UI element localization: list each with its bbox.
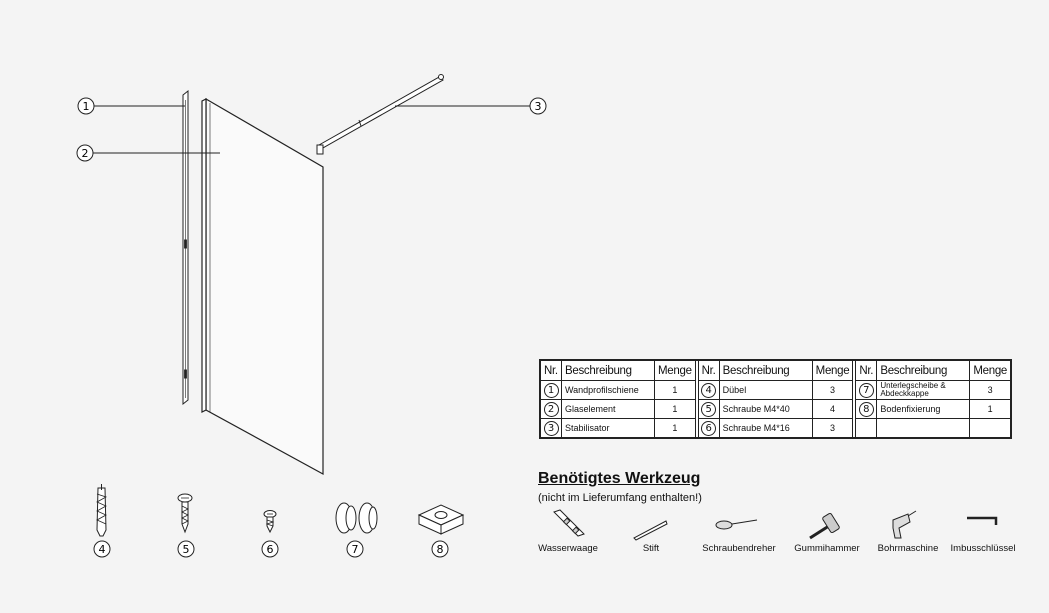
part-num-5 <box>178 541 194 557</box>
header-desc: Beschreibung <box>877 360 970 381</box>
tools-subtitle: (nicht im Lieferumfang enthalten!) <box>538 492 702 504</box>
callout-num: 1 <box>82 100 90 113</box>
part-number: 4 <box>701 383 716 398</box>
parts-table-header <box>540 360 1011 381</box>
header-nr: Nr. <box>698 360 719 381</box>
part-qty: 3 <box>812 381 853 400</box>
screw-long-icon <box>178 494 192 532</box>
tool-label-spirit-level: Wasserwaage <box>538 543 598 554</box>
header-qty: Menge <box>655 360 696 381</box>
header-qty: Menge <box>970 360 1011 381</box>
allen-key-icon <box>967 518 996 525</box>
header-desc: Beschreibung <box>719 360 812 381</box>
wall-profile-rail <box>183 91 188 404</box>
part-num-4 <box>94 541 110 557</box>
part-desc: Stabilisator <box>562 419 655 439</box>
part-qty: 1 <box>655 381 696 400</box>
callout-num: 3 <box>534 100 542 113</box>
stabilizer-bar <box>317 75 444 155</box>
glass-panel <box>202 99 323 474</box>
part-number: 7 <box>859 383 874 398</box>
tool-label-allen-key: Imbusschlüssel <box>950 543 1016 554</box>
rubber-mallet-icon <box>810 513 840 538</box>
part-num-8 <box>432 541 448 557</box>
tool-label-screwdriver: Schraubendreher <box>702 543 776 554</box>
tools-title: Benötigtes Werkzeug <box>538 470 701 487</box>
tool-label-drill: Bohrmaschine <box>877 543 939 554</box>
header-qty: Menge <box>812 360 853 381</box>
part-number: 8 <box>859 402 874 417</box>
tool-label-pencil: Stift <box>642 543 660 554</box>
header-nr: Nr. <box>856 360 877 381</box>
floor-clamp-icon <box>419 505 463 534</box>
part-qty: 3 <box>970 381 1011 400</box>
svg-text:7: 7 <box>351 543 359 556</box>
screwdriver-icon <box>716 520 757 529</box>
callout-3 <box>530 98 546 114</box>
empty-cell <box>877 419 970 439</box>
part-desc: Wandprofilschiene <box>562 381 655 400</box>
part-num-6 <box>262 541 278 557</box>
part-qty: 3 <box>812 419 853 439</box>
spirit-level-icon <box>554 510 584 536</box>
svg-text:4: 4 <box>98 543 106 556</box>
part-desc: Schraube M4*16 <box>719 419 812 439</box>
part-number: 2 <box>544 402 559 417</box>
table-row <box>540 419 1011 439</box>
part-qty: 1 <box>655 400 696 419</box>
tool-label-mallet: Gummihammer <box>794 543 860 554</box>
pencil-icon <box>634 521 667 540</box>
part-number: 6 <box>701 421 716 436</box>
svg-text:8: 8 <box>436 543 444 556</box>
parts-table <box>539 359 1012 439</box>
empty-cell <box>856 419 877 439</box>
part-qty: 1 <box>970 400 1011 419</box>
part-num-7 <box>347 541 363 557</box>
part-qty: 1 <box>655 419 696 439</box>
svg-text:5: 5 <box>182 543 190 556</box>
dowel-icon <box>97 484 106 536</box>
callout-2 <box>77 145 93 161</box>
part-number: 5 <box>701 402 716 417</box>
header-nr: Nr. <box>540 360 562 381</box>
table-row <box>540 381 1011 400</box>
table-row <box>540 400 1011 419</box>
callout-1 <box>78 98 94 114</box>
screw-short-icon <box>264 511 276 533</box>
part-number: 1 <box>544 383 559 398</box>
drill-icon <box>893 511 916 538</box>
callout-num: 2 <box>81 147 89 160</box>
washer-cap-icon <box>336 503 377 533</box>
part-qty: 4 <box>812 400 853 419</box>
part-desc: Glaselement <box>562 400 655 419</box>
part-desc: Unterlegscheibe & Abdeckkappe <box>877 381 970 400</box>
part-desc: Schraube M4*40 <box>719 400 812 419</box>
part-number: 3 <box>544 421 559 436</box>
part-desc: Dübel <box>719 381 812 400</box>
header-desc: Beschreibung <box>562 360 655 381</box>
part-desc: Bodenfixierung <box>877 400 970 419</box>
empty-cell <box>970 419 1011 439</box>
svg-text:6: 6 <box>266 543 274 556</box>
